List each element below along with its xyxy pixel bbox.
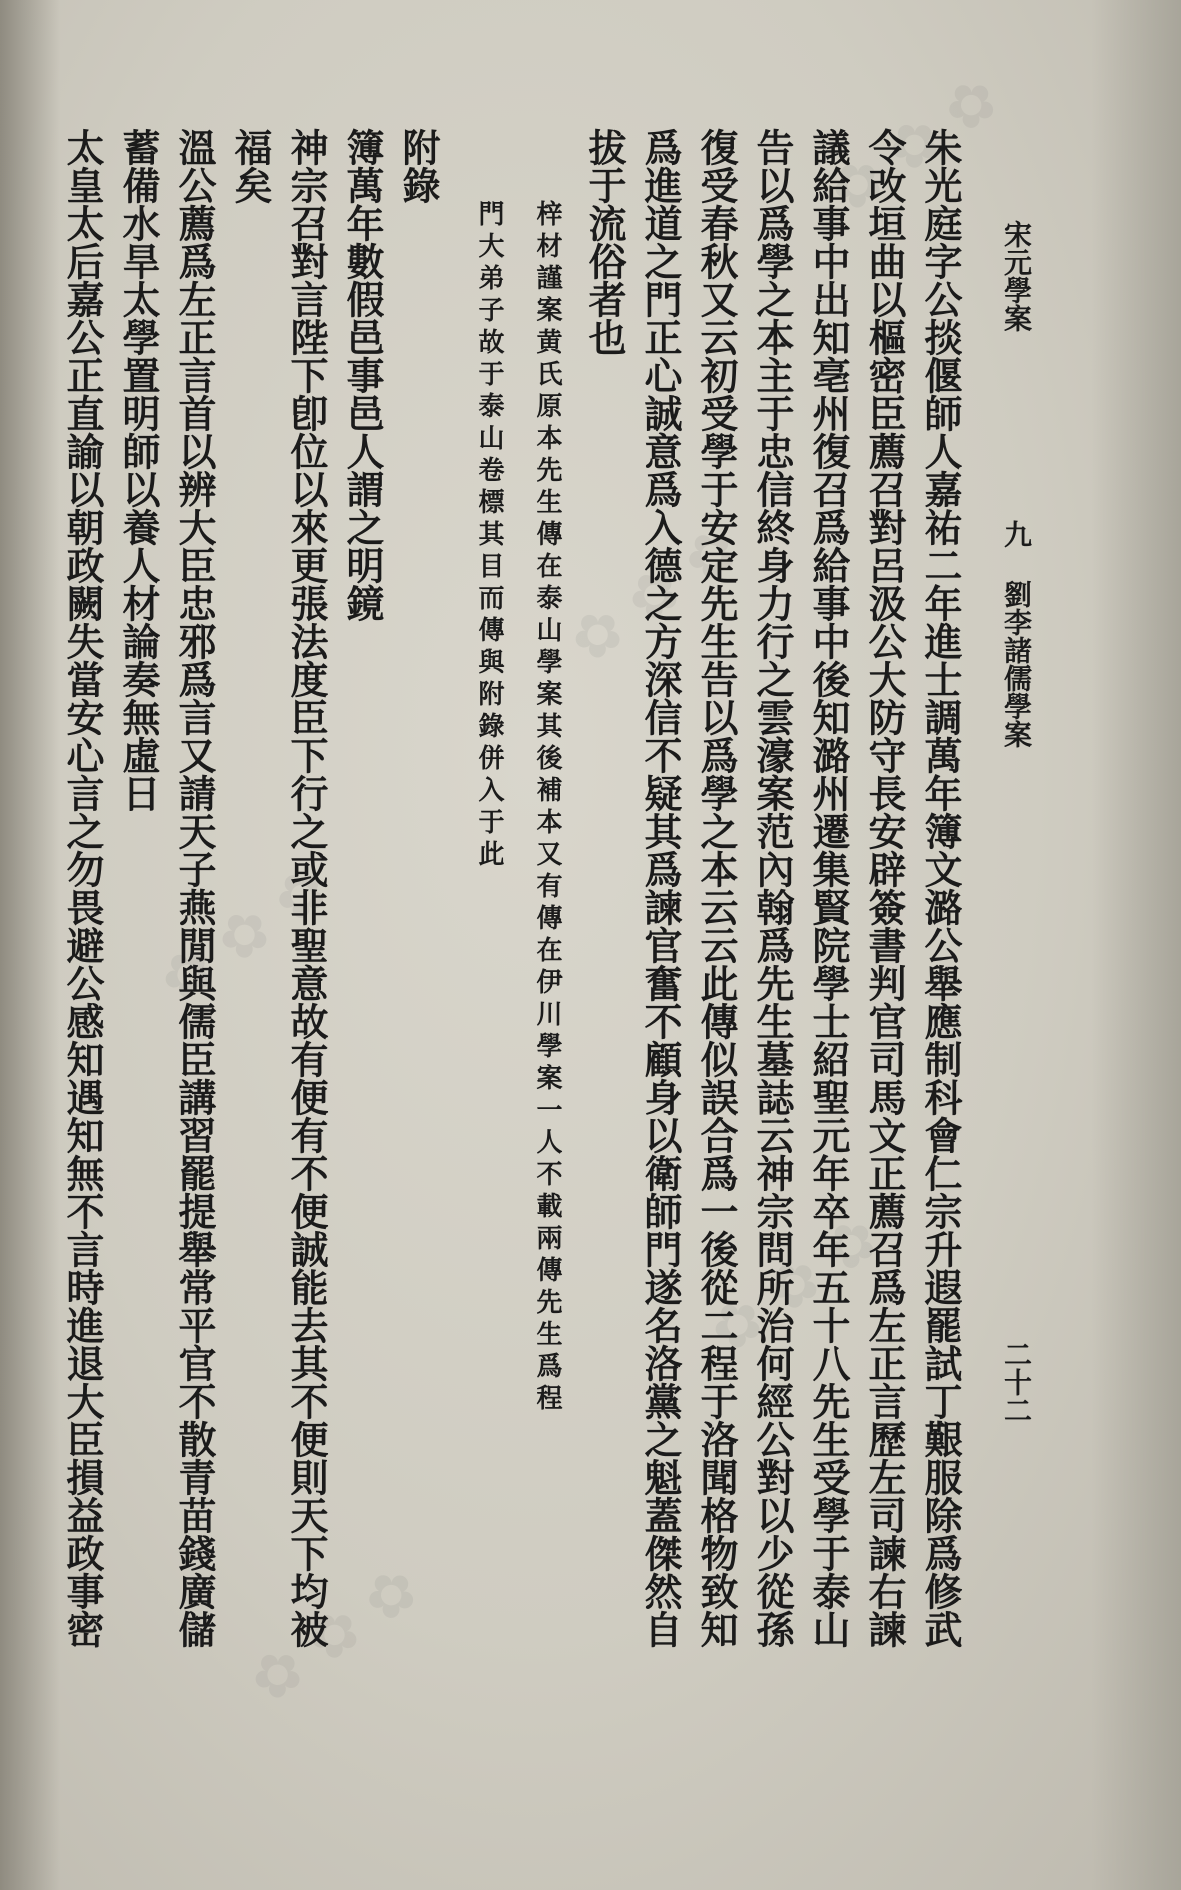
text-column: 告以爲學之本主于忠信終身力行之雲濠案范內翰爲先生墓誌云神宗問所治何經公對以少從孫 [750,128,795,1648]
text-column: 復受春秋又云初受學于安定先生告以爲學之本云云此傳似誤合爲一後從二程于洛聞格物致知 [694,128,739,1648]
watermark-stamp: ✿ ✿ ✿ [697,1202,892,1368]
watermark-stamp: ✿ ✿ ✿ [817,62,1012,228]
editorial-note: 門大弟子故于泰山卷標其目而傳與附錄併入于此 [474,200,504,872]
watermark-stamp: ✿ ✿ ✿ [237,1552,432,1718]
header-volume: 九 [1000,520,1033,548]
text-column: 令改垣曲以樞密臣薦召對呂汲公大防守長安辟簽書判官司馬文正薦召爲左正言歷左司諫右諫 [862,128,907,1648]
text-column: 爲進道之門正心誠意爲入德之方深信不疑其爲諫官奮不顧身以衛師門遂名洛黨之魁蓋傑然自 [638,128,683,1648]
text-column: 簿萬年數假邑事邑人謂之明鏡 [340,128,385,622]
page-number: 二十二 [1000,1340,1033,1424]
appendix-heading: 附錄 [396,128,441,204]
text-column: 蓄備水旱太學置明師以養人材論奏無虛日 [116,128,161,812]
text-column: 溫公薦爲左正言首以辨大臣忠邪爲言又請天子燕閒與儒臣講習罷提舉常平官不散青苗錢廣儲 [172,128,217,1648]
text-column: 福矣 [228,128,273,204]
text-column: 朱光庭字公掞偃師人嘉祐二年進士調萬年簿文潞公舉應制科會仁宗升遐罷試丁艱服除爲修武 [918,128,963,1648]
watermark-stamp: ✿ ✿ ✿ [147,852,342,1018]
text-column: 太皇太后嘉公正直諭以朝政闕失當安心言之勿畏避公感知遇知無不言時進退大臣損益政事密 [60,128,105,1648]
editorial-note: 梓材謹案黄氏原本先生傳在泰山學案其後補本又有傳在伊川學案一人不載兩傳先生爲程 [532,200,562,1416]
page-shadow-right [1091,0,1181,1890]
text-column: 拔于流俗者也 [582,128,627,356]
text-column: 神宗召對言陛下卽位以來更張法度臣下行之或非聖意故有便有不便誠能去其不便則天下均被 [284,128,329,1648]
header-book-title: 宋元學案 [1000,220,1033,332]
page-shadow-left [0,0,60,1890]
header-section: 劉李諸儒學案 [1000,580,1033,748]
text-column: 議給事中出知亳州復召爲給事中後知潞州遷集賢院學士紹聖元年卒年五十八先生受學于泰山 [806,128,851,1648]
watermark-stamp: ✿ ✿ ✿ [557,512,752,678]
